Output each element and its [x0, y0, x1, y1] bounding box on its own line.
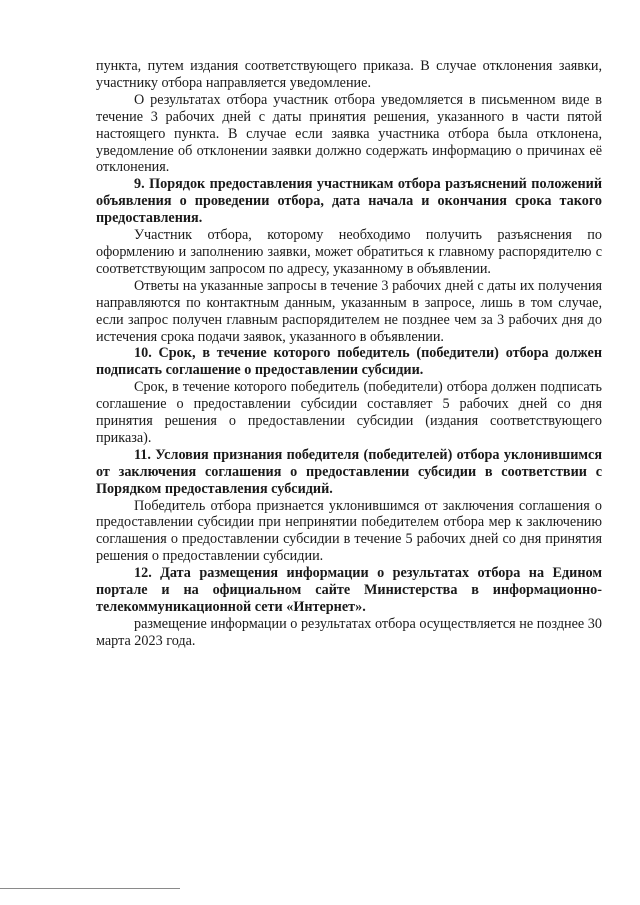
paragraph-evasion-conditions: Победитель отбора признается уклонившимся от заключения соглашения о предоставлении субсидии при непринятии победителем отбора мер к заключению соглашения о предоставлении субсидии в течение 5 рабочих дней со дня принятия решения о предоставлении субсидии. — [96, 497, 602, 565]
section-heading-10: 10. Срок, в течение которого победитель (победители) отбора должен подписать соглашение о предоставлении субсидии. — [96, 345, 602, 379]
section-heading-12: 12. Дата размещения информации о результатах отбора на Едином портале и на официальном сайте Министерства в информационно-телекоммуникационной сети «Интернет». — [96, 565, 602, 615]
footer-divider — [0, 888, 180, 889]
document-body — [96, 58, 602, 650]
paragraph-results-publication: размещение информации о результатах отбора осуществляется не позднее 30 марта 2023 года. — [96, 615, 602, 649]
section-heading-11: 11. Условия признания победителя (победителей) отбора уклонившимся от заключения соглашения о предоставлении субсидии в соответствии с Порядком предоставления субсидий. — [96, 446, 602, 497]
paragraph-agreement-term: Срок, в течение которого победитель (победители) отбора должен подписать соглашение о предоставлении субсидии составляет 5 рабочих дней со дня принятия решения о предоставлении субсидии (издания соответствующего приказа). — [96, 379, 602, 446]
paragraph-clarification-request: Участник отбора, которому необходимо получить разъяснения по оформлению и заполнению заявки, может обратиться к главному распорядителю с соответствующим запросом по адресу, указанному в объявлении. — [96, 227, 602, 277]
paragraph-notification-results: О результатах отбора участник отбора уведомляется в письменном виде в течение 3 рабочих дней с даты принятия решения, указанного в части пятой настоящего пункта. В случае если заявка участника отбора была отклонена, уведомление об отклонении заявки должно содержать информацию о причинах её отклонения. — [96, 91, 602, 176]
paragraph-clarification-answers: Ответы на указанные запросы в течение 3 рабочих дней с даты их получения направляются по контактным данным, указанным в запросе, лишь в том случае, если запрос получен главным распорядителем не позднее чем за 3 рабочих дня до истечения срока подачи заявок, указанного в объявлении. — [96, 277, 602, 345]
paragraph-continuation: пункта, путем издания соответствующего приказа. В случае отклонения заявки, участнику отбора направляется уведомление. — [96, 58, 602, 91]
section-heading-9: 9. Порядок предоставления участникам отбора разъяснений положений объявления о проведении отбора, дата начала и окончания срока такого предоставления. — [96, 176, 602, 227]
